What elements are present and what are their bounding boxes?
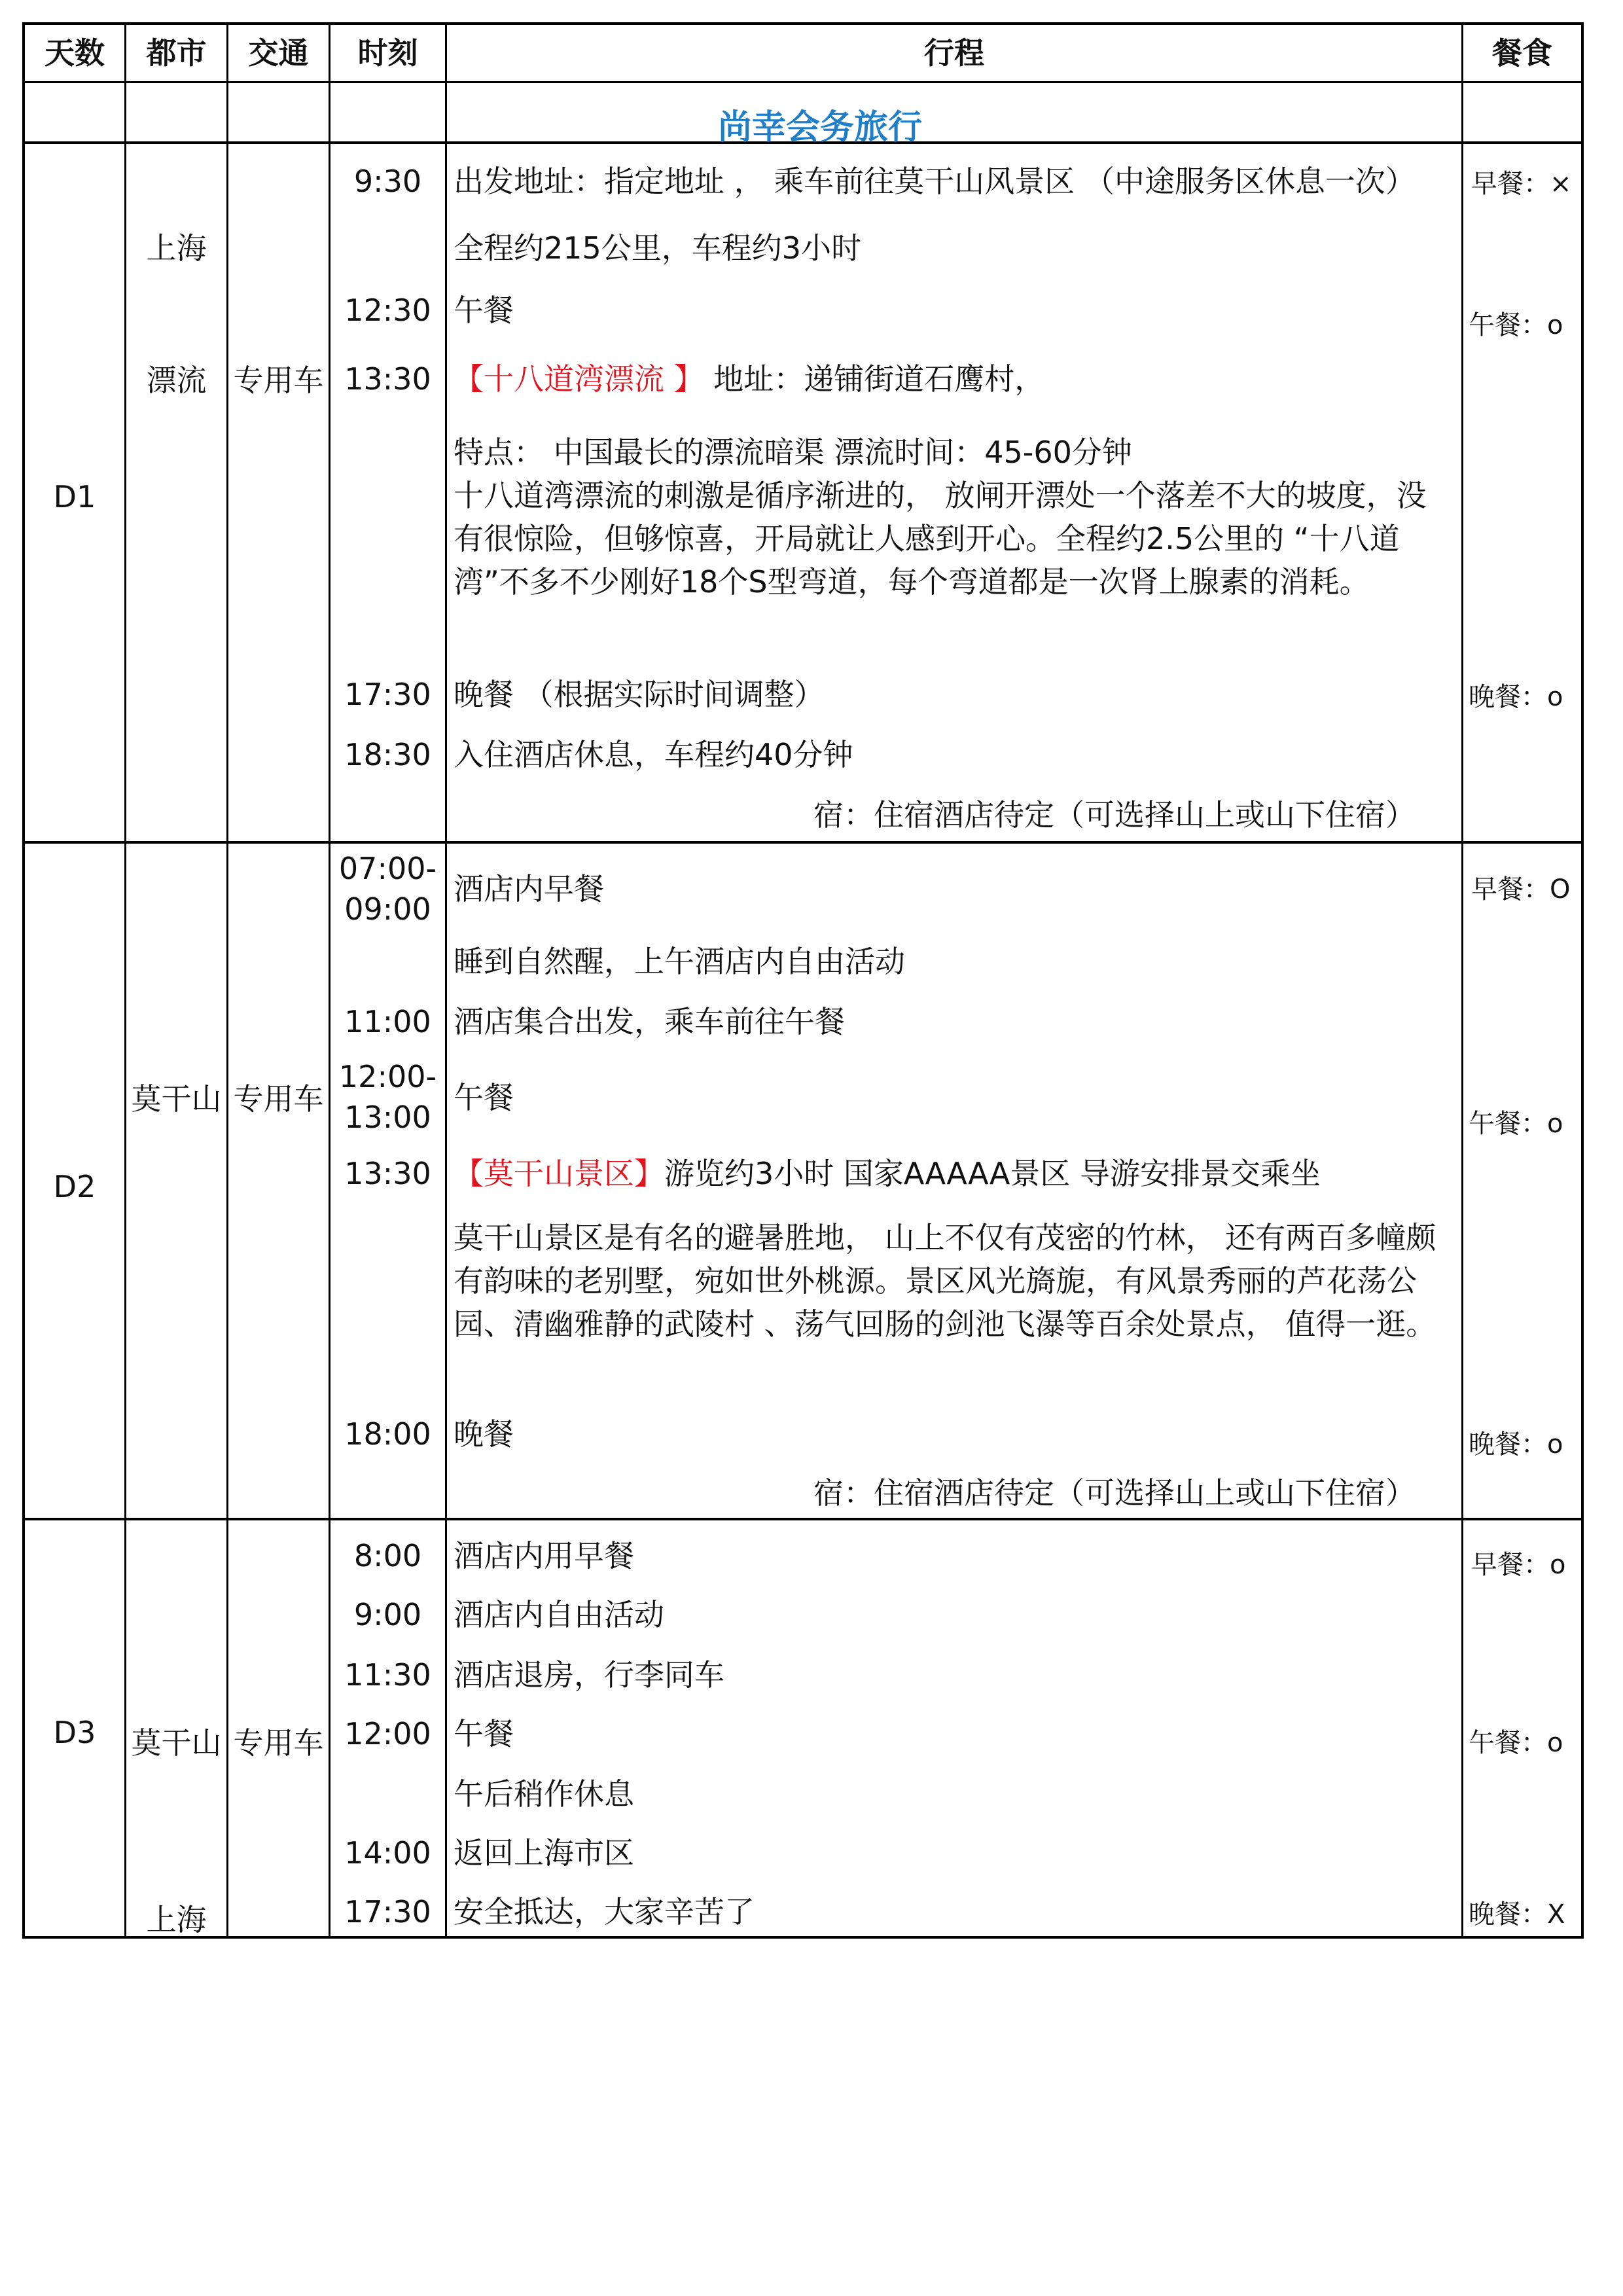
header-meals: 餐食 — [1492, 35, 1552, 71]
d1-time: 12:30 — [344, 293, 431, 328]
d2-time: 11:00 — [344, 1004, 431, 1039]
d2-schedule-item: 酒店内早餐 — [454, 871, 604, 906]
d3-schedule-item: 酒店内自由活动 — [454, 1597, 664, 1632]
header-time: 时刻 — [357, 35, 418, 71]
d3-schedule-item: 午餐 — [454, 1716, 514, 1751]
d1-meal-lunch: 午餐：o — [1469, 310, 1563, 340]
d3-meal-dinner: 晚餐：X — [1469, 1899, 1565, 1929]
d1-time: 13:30 — [344, 361, 431, 397]
d1-time: 17:30 — [344, 677, 431, 712]
d2-time: 12:00-13:00 — [338, 1059, 437, 1135]
d3-meal-breakfast: 早餐：o — [1471, 1550, 1566, 1580]
d1-attraction-address: 地址：递铺街道石鹰村， — [704, 361, 1045, 397]
d2-schedule-item: 午餐 — [454, 1080, 514, 1115]
d2-city: 莫干山 — [131, 1081, 222, 1117]
d2-day: D2 — [53, 1169, 96, 1204]
d1-highlight-line — [454, 360, 1044, 398]
d2-transport: 专用车 — [233, 1081, 324, 1117]
header-schedule: 行程 — [924, 35, 984, 71]
d1-schedule-item: 全程约215公里，车程约3小时 — [454, 230, 862, 266]
d2-stay: 宿：住宿酒店待定（可选择山上或山下住宿） — [813, 1475, 1416, 1511]
d1-schedule-item: 入住酒店休息，车程约40分钟 — [454, 737, 853, 772]
d3-day: D3 — [53, 1715, 96, 1750]
d3-schedule-item: 酒店内用早餐 — [454, 1538, 634, 1573]
d2-schedule-item: 睡到自然醒，上午酒店内自由活动 — [454, 944, 905, 979]
d2-highlight-line — [454, 1155, 1321, 1193]
d1-city-1: 上海 — [146, 230, 207, 266]
d1-city-2: 漂流 — [146, 363, 207, 398]
header-divider — [22, 81, 1584, 83]
d1-transport: 专用车 — [233, 363, 324, 398]
d3-city-1: 莫干山 — [131, 1725, 222, 1761]
d3-time: 11:30 — [344, 1657, 431, 1693]
d1-schedule-item: 出发地址：指定地址 ， 乘车前往莫干山风景区 （中途服务区休息一次） — [454, 164, 1416, 199]
d3-time: 9:00 — [353, 1597, 422, 1632]
d3-city-2: 上海 — [146, 1902, 207, 1937]
d2-time: 18:00 — [344, 1416, 431, 1452]
d3-schedule-item: 安全抵达，大家辛苦了 — [454, 1894, 755, 1929]
table-border-bottom — [22, 1936, 1584, 1939]
table-border-top — [22, 22, 1584, 25]
col-line-left — [22, 22, 25, 1939]
d3-time: 8:00 — [353, 1538, 422, 1573]
d3-schedule-item: 酒店退房，行李同车 — [454, 1657, 724, 1693]
d2-time: 13:30 — [344, 1156, 431, 1191]
col-line-day — [124, 22, 126, 1939]
d1-schedule-item: 午餐 — [454, 293, 514, 328]
d3-meal-lunch: 午餐：o — [1469, 1728, 1563, 1758]
d1-stay: 宿：住宿酒店待定（可选择山上或山下住宿） — [813, 797, 1416, 833]
header-day: 天数 — [45, 35, 105, 71]
col-line-city — [226, 22, 228, 1939]
d1-meal-dinner: 晚餐：o — [1469, 682, 1563, 712]
d1-d2-divider — [22, 841, 1584, 844]
d3-time: 17:30 — [344, 1894, 431, 1929]
d3-transport: 专用车 — [233, 1725, 324, 1761]
d2-meal-dinner: 晚餐：o — [1469, 1429, 1563, 1460]
header-city: 都市 — [146, 35, 207, 71]
d3-schedule-item: 午后稍作休息 — [454, 1776, 634, 1812]
col-line-time — [445, 22, 447, 1939]
d1-attraction-name: 【十八道湾漂流 】 — [454, 361, 704, 397]
d3-time: 14:00 — [344, 1835, 431, 1871]
col-line-schedule — [1461, 22, 1463, 1939]
d1-schedule-item: 特点： 中国最长的漂流暗渠 漂流时间：45-60分钟 — [454, 435, 1132, 470]
d2-schedule-item: 酒店集合出发，乘车前往午餐 — [454, 1004, 845, 1039]
d3-schedule-item: 返回上海市区 — [454, 1835, 634, 1871]
d1-time: 18:30 — [344, 737, 431, 772]
d1-day: D1 — [53, 479, 96, 514]
col-line-right — [1581, 22, 1584, 1939]
d2-attraction-info: 游览约3小时 国家AAAAA景区 导游安排景交乘坐 — [664, 1156, 1321, 1191]
d2-d3-divider — [22, 1518, 1584, 1520]
d2-meal-breakfast: 早餐：O — [1471, 874, 1571, 905]
d2-time: 07:00-09:00 — [338, 851, 437, 927]
d2-description: 莫干山景区是有名的避暑胜地， 山上不仅有茂密的竹林， 还有两百多幢颇有韵味的老别墅，宛如世外桃源。景区风光旖旎，有风景秀丽的芦花荡公园、清幽雅静的武陵村 、荡气回肠的剑池飞瀑等百余处景点， 值得一逛。 — [454, 1220, 1436, 1342]
d3-time: 12:00 — [344, 1716, 431, 1751]
d2-meal-lunch: 午餐：o — [1469, 1109, 1563, 1139]
brand-title: 尚幸会务旅行 — [717, 108, 922, 147]
header-transport: 交通 — [248, 35, 309, 71]
d1-schedule-item: 晚餐 （根据实际时间调整） — [454, 677, 825, 712]
d2-schedule-item: 晚餐 — [454, 1416, 514, 1452]
d2-attraction-name: 【莫干山景区】 — [454, 1156, 664, 1191]
d1-time: 9:30 — [353, 164, 422, 199]
d1-meal-breakfast: 早餐：× — [1471, 169, 1572, 199]
d1-description: 十八道湾漂流的刺激是循序渐进的， 放闸开漂处一个落差不大的坡度，没有很惊险，但够惊喜，开局就让人感到开心。全程约2.5公里的 “十八道湾”不多不少刚好18个S型弯道，每个弯道都是一次肾上腺素的消耗。 — [454, 478, 1427, 600]
